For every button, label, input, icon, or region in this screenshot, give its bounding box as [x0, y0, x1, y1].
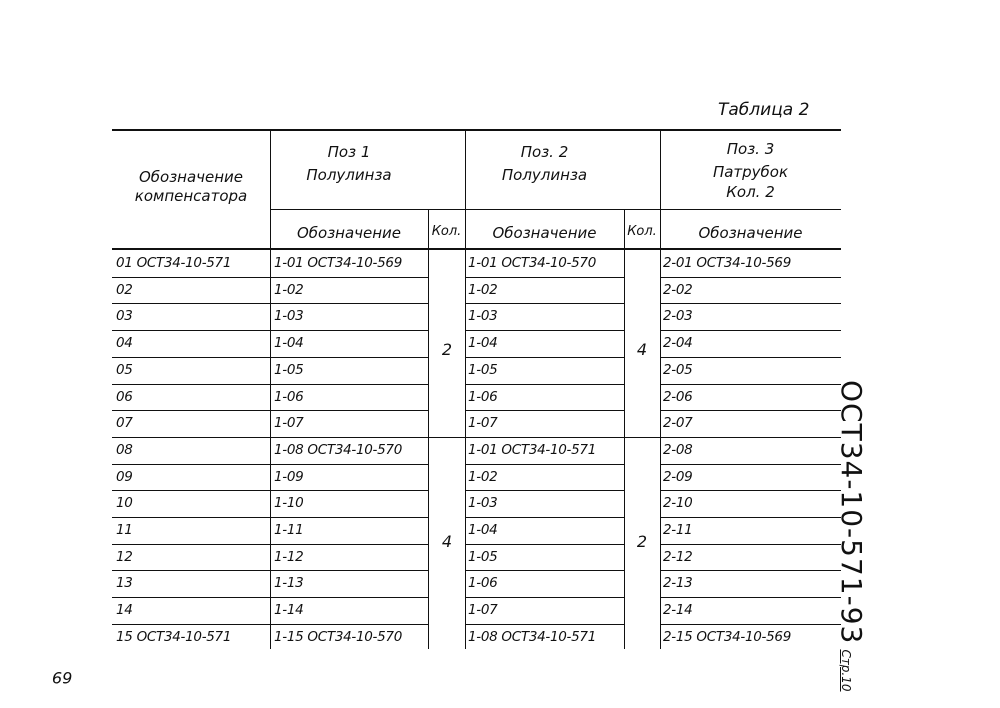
row-underline [270, 544, 428, 545]
cell-designation: 14 [116, 602, 133, 619]
cell-pos1: 1-14 [274, 602, 304, 619]
qty-group-separator [624, 437, 660, 438]
qty-group-separator [428, 437, 465, 438]
row-underline [465, 437, 624, 438]
header-pos3: Поз. 3 [726, 140, 775, 158]
cell-pos2: 1-05 [468, 548, 498, 565]
cell-pos2: 1-03 [468, 495, 498, 512]
row-underline [112, 490, 270, 491]
row-underline [112, 544, 270, 545]
row-underline [660, 517, 841, 518]
cell-pos2: 1-02 [468, 281, 498, 298]
cell-designation: 09 [116, 468, 133, 485]
row-underline [465, 570, 624, 571]
cell-designation: 08 [116, 441, 133, 458]
document-code: ОСТ34-10-571-93 [835, 380, 868, 645]
cell-pos3: 2-06 [663, 388, 693, 405]
header-pos1-name: Полулинза [306, 166, 392, 184]
cell-designation: 03 [116, 308, 133, 325]
row-underline [465, 330, 624, 331]
cell-pos2: 1-08 ОСТ34-10-571 [468, 628, 596, 645]
cell-pos1: 1-09 [274, 468, 304, 485]
row-underline [270, 277, 428, 278]
cell-pos2: 1-03 [468, 308, 498, 325]
cell-pos2: 1-04 [468, 522, 498, 538]
cell-pos1: 1-07 [274, 415, 304, 432]
row-underline [270, 437, 428, 438]
row-underline [270, 597, 428, 598]
qty-pos2-group2: 2 [636, 532, 648, 551]
row-underline [270, 330, 428, 331]
qty-divider-1 [428, 209, 429, 649]
cell-designation: 12 [116, 548, 133, 565]
header-pos2: Поз. 2 [520, 143, 569, 161]
cell-designation: 07 [116, 415, 133, 432]
row-underline [660, 437, 841, 438]
row-underline [112, 357, 270, 358]
cell-pos3: 2-02 [663, 281, 693, 298]
row-underline [660, 357, 841, 358]
cell-pos2: 1-02 [468, 468, 498, 485]
cell-pos3: 2-10 [663, 495, 693, 512]
cell-pos3: 2-01 ОСТ34-10-569 [663, 255, 791, 271]
cell-designation: 10 [116, 495, 133, 512]
row-underline [112, 303, 270, 304]
cell-pos1: 1-04 [274, 335, 304, 352]
cell-pos1: 1-02 [274, 281, 304, 298]
cell-designation: 06 [116, 388, 133, 405]
cell-pos2: 1-01 ОСТ34-10-571 [468, 441, 596, 458]
row-underline [270, 384, 428, 385]
cell-designation: 04 [116, 335, 133, 352]
subheader-pos1-designation: Обозначение [296, 224, 402, 242]
cell-pos3: 2-12 [663, 548, 693, 565]
row-underline [465, 410, 624, 411]
cell-pos1: 1-05 [274, 361, 304, 378]
document-page: Стр.10 [839, 649, 853, 692]
row-underline [660, 330, 841, 331]
cell-pos2: 1-07 [468, 415, 498, 432]
header-bottom-border [112, 248, 841, 250]
cell-designation: 13 [116, 575, 133, 592]
cell-pos1: 1-15 ОСТ34-10-570 [274, 628, 402, 645]
cell-designation: 11 [116, 522, 133, 538]
cell-pos1: 1-01 ОСТ34-10-569 [274, 255, 402, 271]
cell-pos3: 2-11 [663, 522, 693, 538]
cell-pos2: 1-05 [468, 361, 498, 378]
cell-designation: 15 ОСТ34-10-571 [116, 628, 232, 645]
cell-pos2: 1-06 [468, 388, 498, 405]
cell-pos3: 2-13 [663, 575, 693, 592]
row-underline [465, 517, 624, 518]
cell-pos1: 1-10 [274, 495, 304, 512]
row-underline [112, 464, 270, 465]
row-underline [660, 597, 841, 598]
header-divider [270, 209, 841, 210]
cell-pos2: 1-07 [468, 602, 498, 619]
header-pos3-name: Патрубок [712, 163, 789, 181]
cell-pos2: 1-01 ОСТ34-10-570 [468, 255, 596, 271]
row-underline [465, 490, 624, 491]
cell-pos3: 2-03 [663, 308, 693, 325]
subheader-pos2-qty: Кол. [627, 224, 657, 239]
subheader-pos3-designation: Обозначение [698, 224, 803, 242]
row-underline [465, 384, 624, 385]
row-underline [112, 570, 270, 571]
row-underline [660, 277, 841, 278]
cell-pos3: 2-07 [663, 415, 693, 432]
row-underline [112, 517, 270, 518]
cell-pos1: 1-06 [274, 388, 304, 405]
cell-designation: 05 [116, 361, 133, 378]
row-underline [270, 517, 428, 518]
cell-pos3: 2-04 [663, 335, 693, 352]
row-underline [112, 330, 270, 331]
row-underline [270, 490, 428, 491]
cell-pos3: 2-05 [663, 361, 693, 378]
cell-pos3: 2-14 [663, 602, 693, 619]
header-pos2-name: Полулинза [501, 166, 588, 184]
cell-pos1: 1-13 [274, 575, 304, 592]
header-pos1: Поз 1 [327, 143, 371, 161]
header-pos3-qty: Кол. 2 [726, 183, 775, 201]
cell-designation: 01 ОСТ34-10-571 [116, 255, 232, 271]
cell-pos1: 1-08 ОСТ34-10-570 [274, 441, 402, 458]
row-underline [465, 277, 624, 278]
row-underline [270, 410, 428, 411]
row-underline [270, 624, 428, 625]
row-underline [112, 277, 270, 278]
row-underline [660, 544, 841, 545]
qty-divider-2 [624, 209, 625, 649]
row-underline [660, 570, 841, 571]
row-underline [270, 570, 428, 571]
row-underline [112, 384, 270, 385]
row-underline [270, 357, 428, 358]
row-underline [112, 597, 270, 598]
table-title: Таблица 2 [718, 100, 810, 120]
row-underline [112, 410, 270, 411]
cell-pos2: 1-06 [468, 575, 498, 592]
row-underline [270, 303, 428, 304]
cell-pos1: 1-11 [274, 522, 304, 538]
row-underline [270, 464, 428, 465]
row-underline [465, 464, 624, 465]
qty-pos2-group1: 4 [636, 340, 648, 359]
cell-designation: 02 [116, 281, 133, 298]
document-code-stamp [828, 380, 868, 692]
cell-pos1: 1-12 [274, 548, 304, 565]
cell-pos2: 1-04 [468, 335, 498, 352]
row-underline [465, 624, 624, 625]
qty-pos1-group1: 2 [441, 340, 453, 359]
row-underline [465, 357, 624, 358]
row-underline [660, 490, 841, 491]
page-number: 69 [52, 668, 73, 687]
qty-pos1-group2: 4 [441, 532, 453, 551]
row-underline [465, 597, 624, 598]
cell-pos3: 2-08 [663, 441, 693, 458]
cell-pos1: 1-03 [274, 308, 304, 325]
row-underline [465, 544, 624, 545]
row-underline [660, 464, 841, 465]
subheader-pos2-designation: Обозначение [492, 224, 597, 242]
row-underline [112, 624, 270, 625]
row-underline [660, 384, 841, 385]
row-underline [465, 303, 624, 304]
row-underline [112, 437, 270, 438]
row-underline [660, 303, 841, 304]
header-designation: Обозначение компенсатора [134, 168, 248, 205]
row-underline [660, 410, 841, 411]
row-underline [660, 624, 841, 625]
cell-pos3: 2-09 [663, 468, 693, 485]
subheader-pos1-qty: Кол. [431, 224, 462, 239]
cell-pos3: 2-15 ОСТ34-10-569 [663, 628, 791, 645]
table-top-border [112, 129, 841, 131]
